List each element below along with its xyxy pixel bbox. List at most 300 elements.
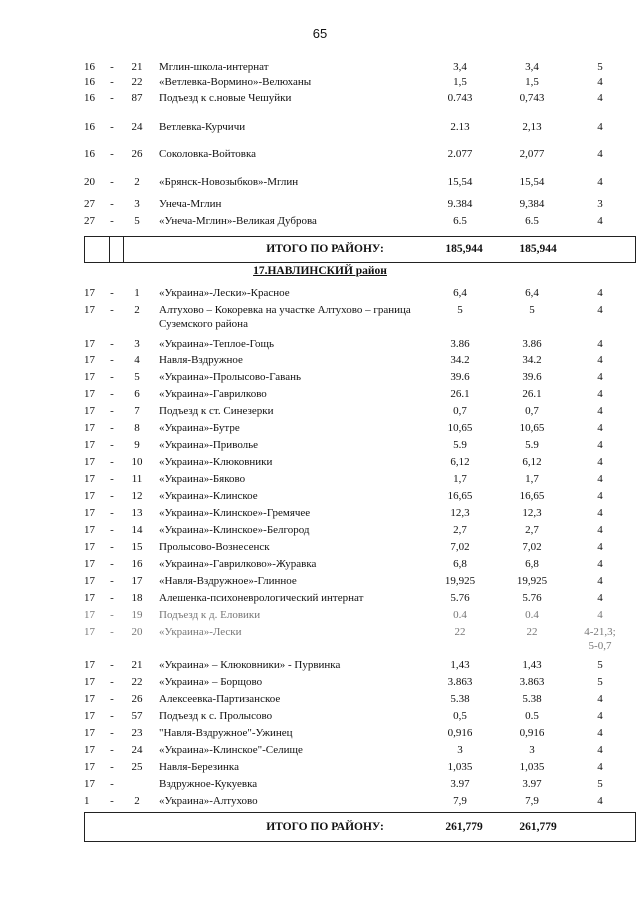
table-row [0,608,640,622]
length-value-2: 2,7 [525,524,539,536]
category-value: 4 [597,287,603,299]
table-row [0,147,640,161]
category-value: 4 [597,795,603,807]
length-value-2: 15,54 [519,176,545,188]
road-code-b: 23 [131,727,143,739]
length-value-1: 6,8 [453,558,467,570]
code-separator: - [110,490,114,502]
code-separator: - [110,473,114,485]
code-separator: - [110,676,114,688]
code-separator: - [110,121,114,133]
code-separator: - [110,710,114,722]
category-value: 4 [597,121,603,133]
length-value-1: 3.86 [450,338,470,350]
road-code-a: 17 [84,490,95,502]
road-code-a: 17 [84,778,95,790]
length-value-2: 5.76 [522,592,542,604]
length-value-2: 6.5 [525,215,539,227]
length-value-2: 3 [529,744,535,756]
length-value-1: 19,925 [444,575,476,587]
length-value-1: 16,65 [447,490,473,502]
road-name: «Украина»-Бяково [159,473,246,485]
road-code-b: 57 [131,710,143,722]
road-name: "Навля-Вздружное"-Ужинец [159,727,293,739]
category-value: 4 [597,422,603,434]
road-name: «Украина» – Борщово [159,676,263,688]
code-separator: - [110,287,114,299]
road-code-a: 17 [84,575,95,587]
code-separator: - [110,592,114,604]
road-code-b: 20 [131,626,143,638]
district-total-box-2 [84,812,636,842]
category-value: 4 [597,439,603,451]
road-code-a: 16 [84,61,95,73]
table-row [0,353,640,367]
length-value-1: 10,65 [447,422,473,434]
code-separator: - [110,405,114,417]
road-code-b: 5 [134,371,140,383]
length-value-1: 39.6 [450,371,470,383]
length-value-2: 0,743 [519,92,545,104]
road-code-a: 17 [84,507,95,519]
length-value-2: 26.1 [522,388,542,400]
length-value-2: 9,384 [519,198,545,210]
road-code-b: 17 [131,575,143,587]
length-value-1: 7,9 [453,795,467,807]
table-row [0,692,640,706]
code-separator: - [110,371,114,383]
section-title: 17.НАВЛИНСКИЙ район [253,265,387,277]
road-code-a: 17 [84,456,95,468]
road-name: «Унеча-Мглин»-Великая Дуброва [159,215,317,227]
road-code-a: 17 [84,558,95,570]
road-name: Подъезд к с. Пролысово [159,710,273,722]
table-row [0,404,640,418]
road-code-b: 25 [131,761,143,773]
length-value-1: 0,916 [447,727,473,739]
road-code-b: 2 [134,304,140,316]
road-code-a: 17 [84,473,95,485]
table-row [0,60,640,74]
category-value: 4 [597,558,603,570]
road-code-a: 17 [84,524,95,536]
code-separator: - [110,626,114,638]
category-value: 4 [597,338,603,350]
road-code-b: 11 [131,473,143,485]
code-separator: - [110,338,114,350]
length-value-2: 0.5 [525,710,539,722]
table-row [0,337,640,351]
road-code-b: 21 [131,659,143,671]
road-code-a: 17 [84,304,95,316]
category-value: 3 [597,198,603,210]
code-separator: - [110,439,114,451]
road-code-a: 16 [84,121,95,133]
road-code-a: 1 [84,795,90,807]
code-separator: - [110,388,114,400]
table-row [0,625,640,652]
length-value-2: 1,5 [525,76,539,88]
road-name: Пролысово-Вознесенск [159,541,270,553]
road-code-a: 17 [84,744,95,756]
code-separator: - [110,176,114,188]
category-value: 4 [597,304,603,316]
road-name: Подъезд к с.новые Чешуйки [159,92,292,104]
total-value-2: 185,944 [519,243,557,255]
total-label: ИТОГО ПО РАЙОНУ: [266,243,384,255]
length-value-1: 0,7 [453,405,467,417]
category-value: 4 [597,744,603,756]
category-value: 4 [597,473,603,485]
code-separator: - [110,761,114,773]
length-value-2: 0,7 [525,405,539,417]
table-row [0,743,640,757]
road-name: Подъезд к д. Еловики [159,609,261,621]
road-code-a: 17 [84,727,95,739]
road-name: «Украина»-Клинское»-Гремячее [159,507,311,519]
table-row [0,197,640,211]
code-separator: - [110,659,114,671]
length-value-1: 0,5 [453,710,467,722]
code-separator: - [110,198,114,210]
road-code-b: 10 [131,456,143,468]
road-name: «Ветлевка-Вормино»-Велюханы [159,76,312,88]
road-code-a: 17 [84,659,95,671]
code-separator: - [110,778,114,790]
code-separator: - [110,92,114,104]
table-row [0,91,640,105]
table-row [0,489,640,503]
road-code-b: 21 [131,61,143,73]
road-name: «Украина»-Бутре [159,422,240,434]
length-value-2: 6,8 [525,558,539,570]
code-separator: - [110,148,114,160]
table-row [0,214,640,228]
road-code-b: 6 [134,388,140,400]
road-code-a: 17 [84,388,95,400]
road-code-b: 13 [131,507,143,519]
category-value: 4 [597,456,603,468]
length-value-1: 6.5 [453,215,467,227]
road-code-b: 3 [134,198,140,210]
total-value-1-2: 261,779 [445,821,483,833]
length-value-1: 15,54 [447,176,473,188]
table-row [0,75,640,89]
code-separator: - [110,541,114,553]
code-separator: - [110,456,114,468]
table-row [0,120,640,134]
length-value-2: 16,65 [519,490,545,502]
road-name: Ветлевка-Курчичи [159,121,246,133]
category-value: 4 [597,710,603,722]
length-value-2: 3.97 [522,778,542,790]
length-value-2: 19,925 [516,575,548,587]
length-value-2: 2,077 [519,148,545,160]
road-code-a: 17 [84,710,95,722]
road-code-b: 2 [134,176,140,188]
road-name: «Украина»-Лески [159,626,242,638]
category-value: 5 [597,778,603,790]
category-value: 4 [597,609,603,621]
category-value: 4 [597,76,603,88]
category-value: 4 [597,761,603,773]
road-name: Унеча-Мглин [159,198,222,210]
length-value-1: 3.863 [447,676,473,688]
table-row [0,472,640,486]
road-code-a: 17 [84,439,95,451]
road-code-b: 22 [131,676,143,688]
table-row [0,658,640,672]
length-value-2: 1,035 [519,761,545,773]
road-code-a: 17 [84,541,95,553]
table-row [0,523,640,537]
length-value-2: 6,12 [522,456,542,468]
table-row [0,726,640,740]
length-value-2: 5.9 [525,439,539,451]
road-code-b: 1 [134,287,140,299]
table-row [0,794,640,808]
length-value-1: 1,43 [450,659,470,671]
road-code-b: 8 [134,422,140,434]
category-value: 4 [597,215,603,227]
road-code-a: 17 [84,371,95,383]
road-code-b: 3 [134,338,140,350]
code-separator: - [110,575,114,587]
category-value: 4 [597,727,603,739]
length-value-1: 2.13 [450,121,470,133]
table-row [0,387,640,401]
total-value-1: 185,944 [445,243,483,255]
road-name: Вздружное-Кукуевка [159,778,258,790]
code-separator: - [110,215,114,227]
table-row [0,760,640,774]
road-code-a: 17 [84,354,95,366]
code-separator: - [110,354,114,366]
road-name: Навля-Березинка [159,761,239,773]
road-code-b: 18 [131,592,143,604]
length-value-2: 3.863 [519,676,545,688]
code-separator: - [110,524,114,536]
category-value: 4 [597,371,603,383]
code-separator: - [110,744,114,756]
road-code-a: 27 [84,198,95,210]
length-value-2: 22 [526,626,538,638]
length-value-1: 9.384 [447,198,473,210]
road-name: «Украина»-Клюковники [159,456,273,468]
road-name: «Украина»-Лески»-Красное [159,287,290,299]
road-code-b: 2 [134,795,140,807]
table-row [0,574,640,588]
length-value-2: 5 [529,304,535,316]
road-code-a: 16 [84,148,95,160]
length-value-1: 3.97 [450,778,470,790]
road-name: «Украина»-Клинское"-Селище [159,744,303,756]
length-value-2: 5.38 [522,693,542,705]
road-code-b: 15 [131,541,143,553]
road-code-b: 5 [134,215,140,227]
length-value-2: 12,3 [522,507,542,519]
category-value: 4 [597,354,603,366]
length-value-2: 3,4 [525,61,539,73]
road-code-b: 19 [131,609,143,621]
road-code-b: 87 [131,92,143,104]
category-value: 4 [597,388,603,400]
road-name: «Украина»-Теплое-Гощь [159,338,274,350]
length-value-1: 2,7 [453,524,467,536]
code-separator: - [110,795,114,807]
road-code-b: 14 [131,524,143,536]
road-name: Алексеевка-Партизанское [159,693,281,705]
length-value-1: 0.4 [453,609,467,621]
category-value: 4 [597,507,603,519]
road-name: «Украина»-Клинское»-Белгород [159,524,310,536]
table-row [0,455,640,469]
table-row [0,370,640,384]
length-value-2: 7,9 [525,795,539,807]
road-code-b: 22 [131,76,143,88]
road-code-a: 17 [84,761,95,773]
category-value: 4 [597,405,603,417]
road-code-a: 17 [84,676,95,688]
road-code-b: 24 [131,121,143,133]
table-row [0,540,640,554]
length-value-1: 7,02 [450,541,470,553]
road-code-a: 16 [84,92,95,104]
road-code-b: 24 [131,744,143,756]
length-value-2: 1,43 [522,659,542,671]
table-row [0,777,640,791]
road-code-b: 9 [134,439,140,451]
code-separator: - [110,507,114,519]
length-value-2: 0.4 [525,609,539,621]
total-value-2-2: 261,779 [519,821,557,833]
length-value-1: 26.1 [450,388,470,400]
road-code-a: 16 [84,76,95,88]
road-name: «Брянск-Новозыбков»-Мглин [159,176,299,188]
category-value: 5 [597,676,603,688]
road-name: Алешенка-психоневрологический интернат [159,592,364,604]
length-value-1: 34.2 [450,354,470,366]
road-code-a: 17 [84,609,95,621]
category-value: 4 [597,592,603,604]
table-row [0,557,640,571]
code-separator: - [110,609,114,621]
length-value-2: 1,7 [525,473,539,485]
road-code-a: 27 [84,215,95,227]
road-name: Мглин-школа-интернат [159,61,269,73]
length-value-2: 10,65 [519,422,545,434]
length-value-1: 0.743 [447,92,473,104]
length-value-1: 5.38 [450,693,470,705]
table-row [0,438,640,452]
category-value: 5 [597,61,603,73]
category-value: 4 [597,575,603,587]
road-code-a: 17 [84,405,95,417]
table-row [0,709,640,723]
road-code-b: 16 [131,558,143,570]
length-value-2: 6,4 [525,287,539,299]
category-value: 4 [597,541,603,553]
road-code-b: 7 [134,405,140,417]
road-name: «Украина»-Клинское [159,490,258,502]
category-value: 5 [597,659,603,671]
length-value-1: 5.9 [453,439,467,451]
length-value-1: 3,4 [453,61,467,73]
length-value-1: 5 [457,304,463,316]
length-value-1: 5.76 [450,592,470,604]
table-row [0,591,640,605]
length-value-1: 1,5 [453,76,467,88]
road-code-b: 12 [131,490,143,502]
code-separator: - [110,693,114,705]
road-name: «Украина» – Клюковники» - Пурвинка [159,659,341,671]
road-name: Подъезд к ст. Синезерки [159,405,274,417]
table-row [0,675,640,689]
code-separator: - [110,304,114,316]
table-row [0,286,640,300]
category-value: 4 [597,148,603,160]
code-separator: - [110,422,114,434]
road-name: «Украина»-Алтухово [159,795,258,807]
road-code-a: 17 [84,287,95,299]
road-code-a: 17 [84,592,95,604]
road-code-a: 20 [84,176,95,188]
length-value-2: 3.86 [522,338,542,350]
total-label-2: ИТОГО ПО РАЙОНУ: [266,821,384,833]
code-separator: - [110,76,114,88]
table-row [0,303,640,330]
road-name: Алтухово – Кокоревка на участке Алтухово – граница Суземского района [159,304,411,330]
category-value: 4 [597,693,603,705]
length-value-1: 12,3 [450,507,470,519]
code-separator: - [110,727,114,739]
category-value: 4 [597,176,603,188]
length-value-1: 6,12 [450,456,470,468]
road-code-a: 17 [84,626,95,638]
length-value-1: 1,035 [447,761,473,773]
length-value-1: 3 [457,744,463,756]
road-code-a: 17 [84,338,95,350]
table-row [0,506,640,520]
road-code-b: 4 [134,354,140,366]
road-code-a: 17 [84,693,95,705]
table-row [0,421,640,435]
code-separator: - [110,558,114,570]
table-row [0,175,640,189]
category-value: 4-21,3; [584,626,616,638]
category-value: 4 [597,490,603,502]
road-name: «Украина»-Гаврилково»-Журавка [159,558,317,570]
length-value-1: 22 [454,626,466,638]
code-separator: - [110,61,114,73]
length-value-1: 1,7 [453,473,467,485]
length-value-1: 6,4 [453,287,467,299]
page-number: 65 [312,26,328,41]
road-code-b: 26 [131,148,143,160]
district-total-box [84,236,636,263]
length-value-2: 34.2 [522,354,542,366]
length-value-1: 2.077 [447,148,473,160]
road-name: «Украина»-Гаврилково [159,388,267,400]
road-code-b: 26 [131,693,143,705]
road-name: «Украина»-Пролысово-Гавань [159,371,302,383]
length-value-2: 39.6 [522,371,542,383]
length-value-2: 7,02 [522,541,542,553]
length-value-2: 2,13 [522,121,542,133]
category-value: 4 [597,92,603,104]
road-name: Соколовка-Войтовка [159,148,257,160]
road-name: «Украина»-Приволье [159,439,259,451]
